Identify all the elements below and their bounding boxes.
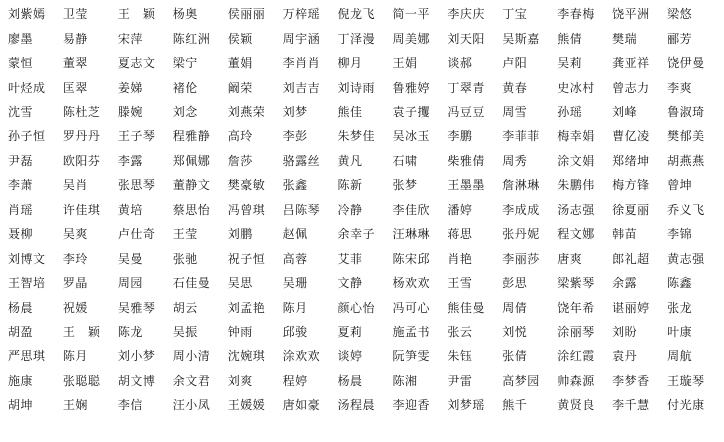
name-cell: 卢阳 — [502, 56, 528, 71]
name-cell: 饶年希 — [557, 300, 595, 315]
name-cell: 涂红霞 — [557, 349, 595, 364]
name-cell: 褚伦 — [172, 80, 198, 95]
name-cell: 石啸 — [392, 153, 418, 168]
name-cell: 王智培 — [8, 276, 46, 291]
name-cell: 吴爽 — [62, 227, 88, 242]
name-cell: 陈红洲 — [172, 31, 211, 46]
name-cell: 吴斯嘉 — [502, 31, 540, 46]
name-cell: 陈新 — [337, 178, 363, 193]
name-cell: 孙瑶 — [557, 104, 583, 119]
name-cell: 韩苗 — [612, 227, 638, 242]
name-cell: 张驰 — [172, 251, 198, 266]
name-cell: 涂丽琴 — [557, 324, 595, 339]
name-cell: 杨奥 — [172, 7, 198, 22]
name-cell — [228, 418, 283, 442]
name-cell: 谈婷 — [337, 349, 363, 364]
name-cell: 樊豪敏 — [227, 178, 266, 193]
name-cell: 乔义飞 — [667, 202, 705, 217]
name-cell: 姜娣 — [117, 80, 143, 95]
name-cell: 朱钰 — [447, 349, 473, 364]
name-cell: 潘婷 — [447, 202, 473, 217]
name-cell: 李梦香 — [612, 373, 650, 388]
name-cell: 夏莉 — [337, 324, 363, 339]
name-cell: 刘紫嫣 — [8, 7, 46, 22]
name-cell: 谈郝 — [447, 56, 473, 71]
name-cell: 吴莉 — [557, 56, 583, 71]
name-cell: 冷静 — [337, 202, 363, 217]
name-cell: 简一平 — [392, 7, 430, 22]
name-cell: 程文娜 — [557, 227, 595, 242]
name-cell: 詹莎 — [227, 153, 253, 168]
name-cell: 刘念 — [172, 104, 198, 119]
name-cell: 王璇琴 — [667, 373, 705, 388]
name-cell: 彭思 — [502, 276, 528, 291]
name-cell: 胡文博 — [117, 373, 156, 388]
name-cell: 吕陈琴 — [282, 202, 321, 217]
name-cell: 余幸子 — [337, 227, 376, 242]
name-cell: 曹亿凌 — [612, 129, 650, 144]
name-cell: 张梦 — [392, 178, 418, 193]
name-cell: 张倩 — [502, 349, 528, 364]
name-cell: 陈鑫 — [667, 276, 693, 291]
name-cell: 唐爽 — [557, 251, 583, 266]
name-cell: 倪龙飞 — [337, 7, 376, 22]
name-cell: 梁宁 — [172, 56, 198, 71]
name-cell: 刘盼 — [612, 324, 638, 339]
name-cell: 熊佳 — [337, 104, 363, 119]
name-cell — [667, 418, 722, 442]
name-cell: 杨晨 — [337, 373, 363, 388]
name-cell: 冯曾琪 — [227, 202, 266, 217]
name-cell: 朱鹏伟 — [557, 178, 595, 193]
name-cell: 柴雅倩 — [447, 153, 485, 168]
name-cell: 严思琪 — [8, 349, 46, 364]
name-cell: 蒋思 — [447, 227, 473, 242]
name-cell: 杨欢欢 — [392, 276, 430, 291]
name-cell: 李爽 — [667, 80, 693, 95]
name-cell: 钟雨 — [227, 324, 253, 339]
name-cell: 叶康 — [667, 324, 693, 339]
name-cell: 熊千 — [502, 398, 528, 413]
name-cell: 李玲 — [62, 251, 88, 266]
name-cell: 袁丹 — [612, 349, 638, 364]
name-cell: 刘鹏 — [227, 227, 253, 242]
name-cell: 李锦 — [667, 227, 693, 242]
name-cell: 刘小梦 — [117, 349, 156, 364]
name-cell — [173, 418, 228, 442]
name-cell: 徐夏丽 — [612, 202, 650, 217]
name-cell: 谌丽婷 — [612, 300, 650, 315]
name-cell: 王墨墨 — [447, 178, 485, 193]
name-cell: 丁翠青 — [447, 80, 485, 95]
name-cell: 史冰村 — [557, 80, 595, 95]
name-cell: 郑绪坤 — [612, 153, 650, 168]
name-cell: 周小清 — [172, 349, 211, 364]
name-cell: 张龙 — [667, 300, 693, 315]
name-cell: 陈宋邱 — [392, 251, 430, 266]
name-cell: 骆露丝 — [282, 153, 321, 168]
name-cell: 滕婉 — [117, 104, 143, 119]
name-cell: 刘峰 — [612, 104, 638, 119]
name-cell: 余文君 — [172, 373, 211, 388]
name-cell: 蔡思怡 — [172, 202, 211, 217]
name-cell: 夏志文 — [117, 56, 156, 71]
name-cell: 张思琴 — [117, 178, 156, 193]
name-cell — [392, 418, 447, 442]
name-cell: 沈雪 — [8, 104, 34, 119]
name-cell: 熊倩 — [557, 31, 583, 46]
name-cell: 宋萍 — [117, 31, 143, 46]
name-cell: 王娴 — [62, 398, 88, 413]
name-cell: 汤志强 — [557, 202, 595, 217]
name-cell: 周秀 — [502, 153, 528, 168]
name-cell: 董娟 — [227, 56, 253, 71]
name-cell: 刘吉吉 — [282, 80, 321, 95]
name-cell: 涂欢欢 — [282, 349, 321, 364]
name-cell: 侯丽丽 — [227, 7, 266, 22]
name-cell: 冯豆豆 — [447, 104, 485, 119]
name-cell: 侯颖 — [227, 31, 253, 46]
name-cell: 赵佩 — [282, 227, 308, 242]
name-cell: 李肖肖 — [282, 56, 321, 71]
name-cell: 李萧 — [8, 178, 34, 193]
name-cell: 李成成 — [502, 202, 540, 217]
name-cell: 郎礼超 — [612, 251, 650, 266]
name-cell — [63, 418, 118, 442]
name-cell: 刘诗雨 — [337, 80, 376, 95]
name-cell: 高玲 — [227, 129, 253, 144]
name-cell: 刘燕荣 — [227, 104, 266, 119]
name-cell: 阮笋雯 — [392, 349, 430, 364]
name-cell: 杨晨 — [8, 300, 34, 315]
name-cell: 刘博文 — [8, 251, 46, 266]
name-cell: 熊佳曼 — [447, 300, 485, 315]
name-cell: 鲁雅婷 — [392, 80, 430, 95]
name-cell: 梁紫琴 — [557, 276, 595, 291]
name-cell: 肖艳 — [447, 251, 473, 266]
name-cell: 吴雅琴 — [117, 300, 156, 315]
name-cell: 陈月 — [62, 349, 88, 364]
name-cell: 卢仕奇 — [117, 227, 156, 242]
name-cell: 廖墨 — [8, 31, 34, 46]
name-cell: 付光康 — [667, 398, 705, 413]
name-cell: 文静 — [337, 276, 363, 291]
name-cell — [612, 418, 667, 442]
name-cell: 李菲菲 — [502, 129, 540, 144]
name-cell: 高梦园 — [502, 373, 540, 388]
name-cell: 卫莹 — [62, 7, 88, 22]
name-cell: 涂文娟 — [557, 153, 595, 168]
name-cell: 胡盈 — [8, 324, 34, 339]
name-cell: 张丹妮 — [502, 227, 540, 242]
name-cell: 胡坤 — [8, 398, 34, 413]
name-cell: 曾坤 — [667, 178, 693, 193]
name-cell: 樊瑞 — [612, 31, 638, 46]
name-cell: 梅方锋 — [612, 178, 650, 193]
name-cell: 刘悦 — [502, 324, 528, 339]
name-cell: 汪小凤 — [172, 398, 211, 413]
name-cell: 樊郁美 — [667, 129, 705, 144]
name-cell: 梁悠 — [667, 7, 693, 22]
name-cell: 聂柳 — [8, 227, 34, 242]
name-cell: 袁子攫 — [392, 104, 430, 119]
name-cell: 吴振 — [172, 324, 198, 339]
name-cell: 胡云 — [172, 300, 198, 315]
name-cell: 汤程晨 — [337, 398, 376, 413]
name-cell: 李千慧 — [612, 398, 650, 413]
name-cell — [118, 418, 173, 442]
name-cell — [502, 418, 557, 442]
name-cell: 黄志强 — [667, 251, 705, 266]
name-cell: 鲁淑琦 — [667, 104, 705, 119]
name-cell: 李丽莎 — [502, 251, 540, 266]
name-cell: 陈月 — [282, 300, 308, 315]
name-cell: 朱梦佳 — [337, 129, 376, 144]
name-cell: 丁泽漫 — [337, 31, 376, 46]
name-cell — [557, 418, 612, 442]
name-cell: 欧阳芬 — [62, 153, 101, 168]
name-cell: 饶伊曼 — [667, 56, 705, 71]
name-cell: 吴思 — [227, 276, 253, 291]
name-cell — [283, 418, 338, 442]
name-cell — [8, 418, 63, 442]
name-cell: 周雪 — [502, 104, 528, 119]
name-cell: 易静 — [62, 31, 88, 46]
name-cell: 许佳琪 — [62, 202, 101, 217]
name-cell — [338, 418, 393, 442]
name-cell: 祝媛 — [62, 300, 88, 315]
name-cell: 祝子恒 — [227, 251, 266, 266]
name-cell: 詹淋琳 — [502, 178, 540, 193]
name-cell: 黄贤良 — [557, 398, 595, 413]
name-cell: 董翠 — [62, 56, 88, 71]
name-cell: 罗丹丹 — [62, 129, 101, 144]
name-cell: 李鹏 — [447, 129, 473, 144]
name-cell: 李春梅 — [557, 7, 595, 22]
name-cell: 尹磊 — [8, 153, 34, 168]
name-cell: 吴曼 — [117, 251, 143, 266]
name-cell: 冯可心 — [392, 300, 430, 315]
name-cell: 阚荣 — [227, 80, 253, 95]
name-cell: 黄培 — [117, 202, 143, 217]
name-cell: 王媛媛 — [227, 398, 266, 413]
name-cell: 唐如豪 — [282, 398, 321, 413]
name-cell: 吴肖 — [62, 178, 88, 193]
name-cell: 吴冰玉 — [392, 129, 430, 144]
name-cell: 余露 — [612, 276, 638, 291]
name-cell: 董静文 — [172, 178, 211, 193]
name-cell: 施康 — [8, 373, 34, 388]
name-cell: 沈婉琪 — [227, 349, 266, 364]
name-cell: 吴珊 — [282, 276, 308, 291]
name-cell: 程雅静 — [172, 129, 211, 144]
name-cell: 曾志力 — [612, 80, 650, 95]
name-cell: 帅森源 — [557, 373, 595, 388]
name-cell: 郦芳 — [667, 31, 693, 46]
name-cell: 陈湘 — [392, 373, 418, 388]
name-cell: 张聪聪 — [62, 373, 101, 388]
name-cell: 肖瑶 — [8, 202, 34, 217]
name-cell: 柳月 — [337, 56, 363, 71]
name-cell: 李迎香 — [392, 398, 430, 413]
name-cell: 李佳欣 — [392, 202, 430, 217]
name-cell: 刘梦瑶 — [447, 398, 485, 413]
name-cell: 王莹 — [172, 227, 198, 242]
name-cell: 刘爽 — [227, 373, 253, 388]
name-cell: 周园 — [117, 276, 143, 291]
name-cell: 周倩 — [502, 300, 528, 315]
name-cell: 王雪 — [447, 276, 473, 291]
name-cell: 李露 — [117, 153, 143, 168]
name-cell: 陈龙 — [117, 324, 143, 339]
name-cell: 石佳曼 — [172, 276, 211, 291]
name-cell: 高蓉 — [282, 251, 308, 266]
name-cell: 王 颖 — [117, 7, 156, 22]
name-cell: 周宇涵 — [282, 31, 321, 46]
name-cell: 罗晶 — [62, 276, 88, 291]
name-cell: 汪琳琳 — [392, 227, 430, 242]
name-cell: 梅幸娟 — [557, 129, 595, 144]
name-cell: 张鑫 — [282, 178, 308, 193]
name-cell: 蒙恒 — [8, 56, 34, 71]
name-cell: 王 颖 — [62, 324, 101, 339]
name-cell: 黄凡 — [337, 153, 363, 168]
name-cell: 丁宝 — [502, 7, 528, 22]
name-cell: 艾菲 — [337, 251, 363, 266]
name-cell: 周美娜 — [392, 31, 430, 46]
name-cell: 李庆庆 — [447, 7, 485, 22]
name-cell: 李信 — [117, 398, 143, 413]
name-cell: 王子琴 — [117, 129, 156, 144]
name-cell: 饶平洲 — [612, 7, 650, 22]
name-cell: 陈杜芝 — [62, 104, 101, 119]
name-cell: 颜心怡 — [337, 300, 376, 315]
name-cell: 李彭 — [282, 129, 308, 144]
name-cell: 龚亚祥 — [612, 56, 650, 71]
name-cell: 周航 — [667, 349, 693, 364]
name-cell: 刘孟艳 — [227, 300, 266, 315]
name-cell: 邱骏 — [282, 324, 308, 339]
name-cell: 匡翠 — [62, 80, 88, 95]
name-cell: 王娟 — [392, 56, 418, 71]
name-cell — [447, 418, 502, 442]
name-cell: 刘天阳 — [447, 31, 485, 46]
name-cell: 程婷 — [282, 373, 308, 388]
name-cell: 刘梦 — [282, 104, 308, 119]
name-cell: 郑佩娜 — [172, 153, 211, 168]
name-cell: 尹雷 — [447, 373, 473, 388]
name-cell: 张云 — [447, 324, 473, 339]
name-cell: 黄春 — [502, 80, 528, 95]
name-cell: 胡燕燕 — [667, 153, 705, 168]
name-cell: 万梓瑶 — [282, 7, 321, 22]
name-cell: 叶烃成 — [8, 80, 46, 95]
name-cell: 施孟书 — [392, 324, 430, 339]
name-cell: 孙子恒 — [8, 129, 46, 144]
